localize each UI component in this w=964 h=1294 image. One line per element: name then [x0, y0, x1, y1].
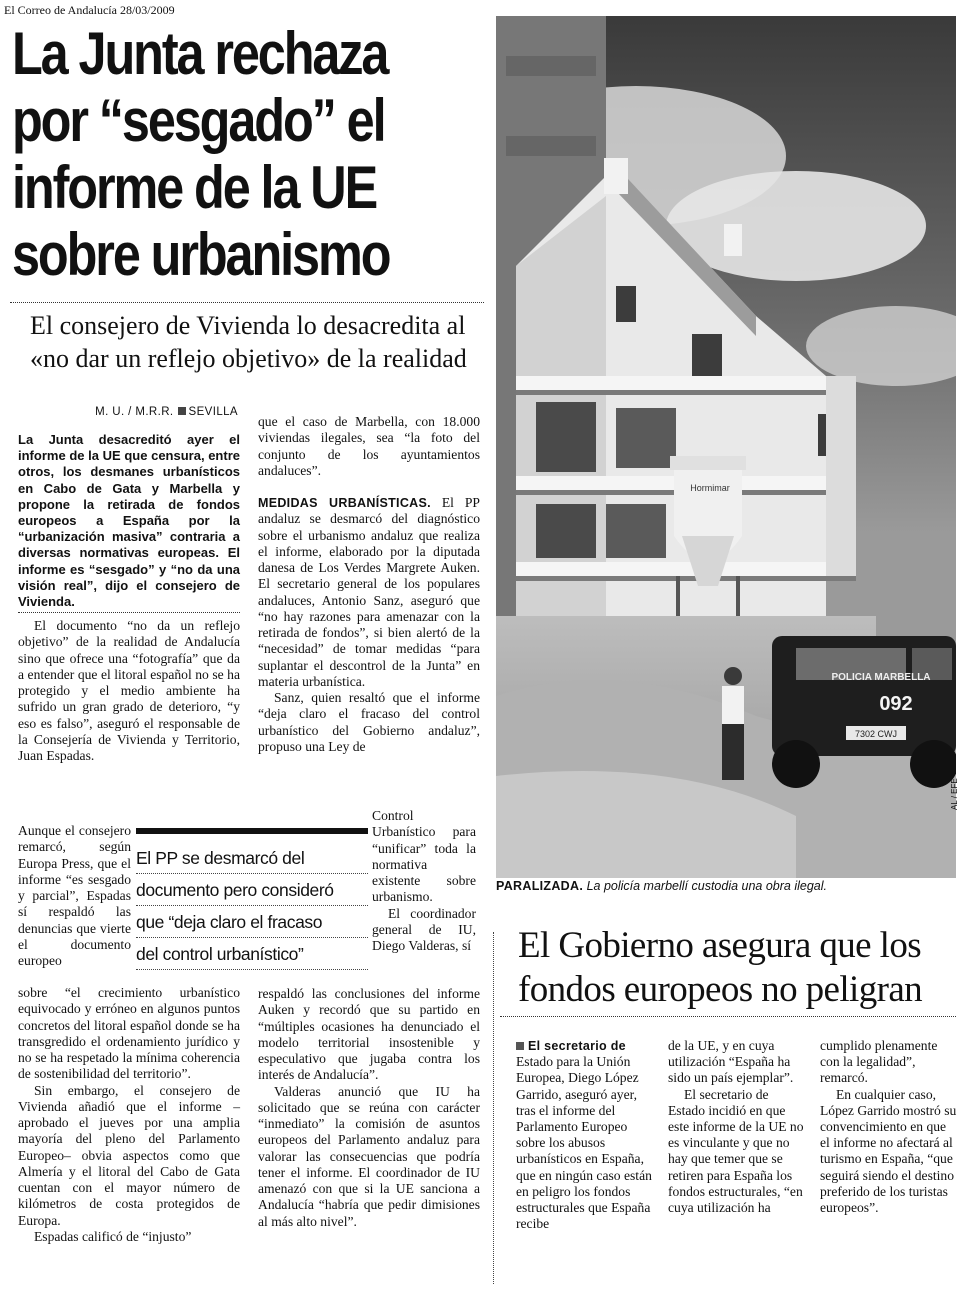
paragraph [516, 1038, 656, 1232]
second-headline-line: El Gobierno asegura que los [518, 925, 922, 966]
square-icon [178, 407, 186, 415]
second-headline [518, 924, 958, 1012]
headline-line: sobre urbanismo [12, 221, 390, 288]
article-lead: La Junta desacreditó ayer el informe de la UE que censura, entre otros, los desmanes urbanísticos en Cabo de Gata y Marbella y propone la retirada de fondos europeos a España por la “urbanización masiva” contraria a diversas normativas europeas. El informe es “sesgado” y “no da una visión real”, dijo el consejero de Vivienda. [18, 432, 240, 610]
building-photo-illustration [496, 16, 956, 878]
paragraph: Valderas anunció que IU ha solicitado que se reúna con carácter “inmediato” la comisión de asuntos europeos del Parlamento andaluz para valorar las consecuencias que podría tener el informe. El coordinador de IU amenazó con que si la UE sanciona a Andalucía “habría que pedir dimisiones al más alto nivel”. [258, 1083, 480, 1229]
paragraph: cumplido plenamente con la legalidad”, remarcó. [820, 1038, 938, 1086]
pull-quote [136, 828, 368, 970]
article-column-narrow [372, 808, 476, 954]
paragraph-with-kicker [258, 495, 480, 690]
caption-text: La policía marbellí custodia una obra ilegal. [586, 879, 828, 893]
article-column [258, 414, 480, 755]
second-article-column [516, 1038, 656, 1232]
pull-quote-line: del control urbanístico” [136, 938, 368, 970]
paragraph: de la UE, y en cuya utilización “España ha sido un país ejemplar”. [668, 1038, 794, 1086]
pull-quote-line: El PP se desmarcó del [136, 842, 368, 874]
article-column-narrow [18, 823, 131, 969]
paragraph: respaldó las conclusiones del informe Auken y recordó que su partido en “múltiples ocasiones ha denunciado el modelo territorial insostenible y especulativo que jugaba contra los interés de Andalucía”. [258, 986, 480, 1083]
paragraph-text: Estado para la Unión Europea, Diego López Garrido, aseguró ayer, tras el informe del Parlamento Europeo sobre los abusos urbanísticos en España, que en ningún caso están en peligro los fondos estructurales que España recibe [516, 1054, 652, 1232]
subheadline-line: «no dar un reflejo objetivo» de la realidad [30, 344, 467, 373]
paragraph: Control Urbanístico para “unificar” toda la normativa existente sobre urbanismo. [372, 808, 476, 905]
paragraph: sobre “el crecimiento urbanístico equivocado y erróneo en algunos puntos concretos del litoral español donde se ha transgredido el ordenamiento jurídico y no se ha respetado la mínima coherencia de sostenibilidad del territorio”. [18, 985, 240, 1082]
caption-label: PARALIZADA. [496, 879, 584, 893]
byline-authors: M. U. / M.R.R. [95, 406, 174, 418]
subheadline [30, 309, 490, 375]
article-column [258, 986, 480, 1230]
headline-line: informe de la UE [12, 154, 377, 221]
headline-line: La Junta rechaza [12, 20, 388, 87]
article-column [18, 618, 240, 764]
paragraph: El secretario de Estado incidió en que este informe de la UE no es vinculante y que no hay que temer que se retiren para España los fondos estructurales, “en cuya utilización ha [668, 1086, 804, 1216]
vehicle-text: POLICIA MARBELLA [831, 672, 931, 683]
paragraph: El documento “no da un reflejo objetivo” de la realidad de Andalucía sino que ofrece una “fotografía” que da a entender que el litoral español no se ha protegido y el medio ambiente ha sufrido un gran grado de deterioro, “y eso es falso”, aseguró el responsable de la Consejería de Vivienda y Territorio, Juan Espadas. [18, 618, 240, 763]
square-icon [516, 1042, 524, 1050]
newspaper-source-date: El Correo de Andalucía 28/03/2009 [4, 3, 175, 17]
paragraph: que el caso de Marbella, con 18.000 viviendas ilegales, sea “la foto del conjunto de los ayuntamientos andaluces”. [258, 414, 480, 478]
headline [12, 20, 415, 288]
paragraph: Sanz, quien resaltó que el informe “deja claro el fracaso del control urbanístico del Gobierno andaluz”, propuso una Ley de [258, 690, 480, 754]
paragraph: Espadas calificó de “injusto” [34, 1228, 192, 1244]
silo-brand: Hormimar [690, 483, 730, 493]
divider [10, 302, 484, 303]
second-article-column [820, 1038, 958, 1216]
divider [18, 612, 240, 613]
headline-line: por “sesgado” el [12, 87, 385, 154]
subheadline-line: El consejero de Vivienda lo desacredita al [30, 311, 466, 340]
news-photo [496, 16, 956, 878]
second-article-column [668, 1038, 806, 1216]
vehicle-number: 092 [879, 693, 913, 715]
paragraph: Sin embargo, el consejero de Vivienda añadió que el informe –aprobado el jueves por una amplia mayoría del pleno del Parlamento Europeo– obvia aspectos como que Almería y el litoral del Cabo de Gata cuentan con el mayor número de kilómetros de costa protegidos de Europa. [18, 1082, 240, 1228]
divider [493, 932, 494, 1284]
paragraph-text: El PP andaluz se desmarcó del diagnóstico sobre el urbanismo andaluz que realiza el informe, elaborado por la diputada danesa de Los Verdes Margrete Auken. El secretario general de los populares andaluces, Antonio Sanz, aseguró que “no hay razones para amenazar con la retirada de fondos”, si bien alertó de la “necesidad” de tomar medidas “para suplantar el descontrol de la Junta” en materia urbanística. [258, 495, 480, 689]
paragraph: Aunque el consejero remarcó, según Europa Press, que el informe “es sesgado y parcial”, Espadas sí respaldó las denuncias que vierte el documento europeo [18, 823, 131, 968]
photo-credit: AL / EFE [950, 778, 959, 810]
paragraph: En cualquier caso, López Garrido mostró su convencimiento en que el informe no afectará al turismo en España, “que seguirá siendo el destino preferido de los turistas europeos”. [820, 1086, 957, 1216]
section-kicker: MEDIDAS URBANÍSTICAS. [258, 496, 431, 510]
vehicle-plate: 7302 CWJ [854, 729, 898, 739]
pull-quote-line: que “deja claro el fracaso [136, 906, 368, 938]
photo-caption [496, 879, 956, 893]
lead-in: El secretario de [528, 1039, 626, 1053]
article-column [18, 985, 240, 1245]
byline-place: SEVILLA [188, 406, 238, 418]
divider [500, 1016, 956, 1017]
byline [20, 406, 238, 418]
second-headline-line: fondos europeos no peligran [518, 969, 923, 1010]
paragraph: El coordinador general de IU, Diego Valderas, sí [372, 905, 476, 953]
pull-quote-line: documento pero consideró [136, 874, 368, 906]
